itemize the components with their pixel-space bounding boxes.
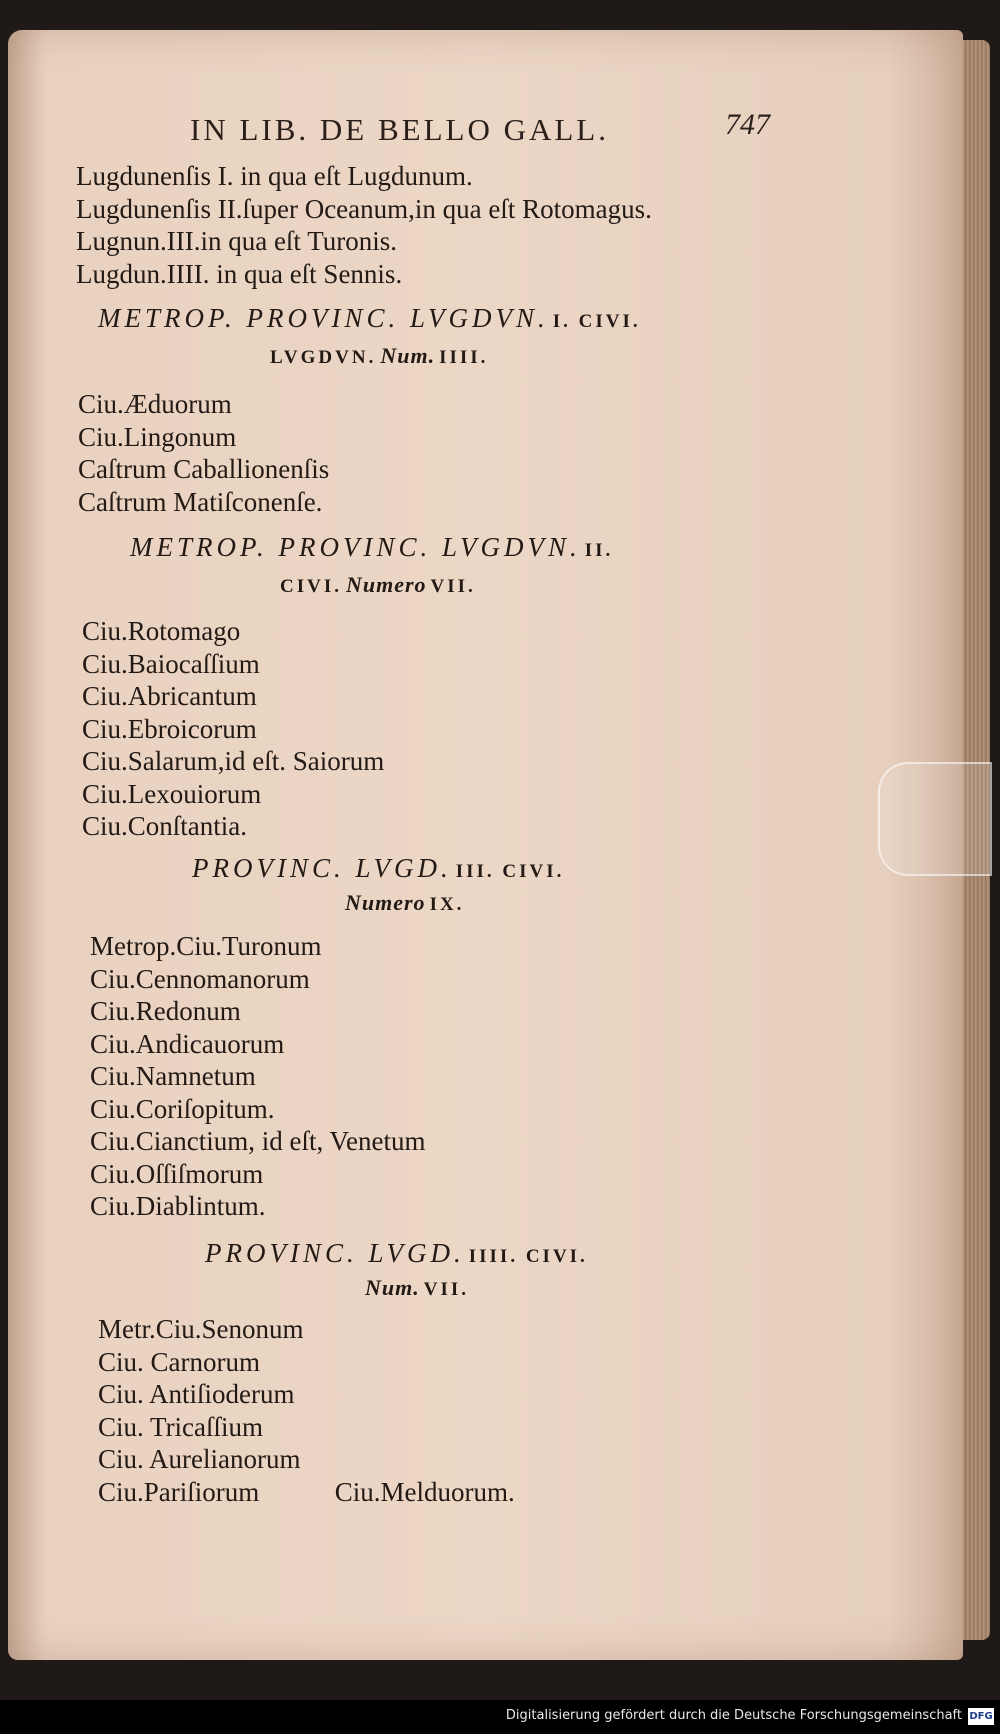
page-clip [878,762,992,876]
list-item: Ciu.Namnetum [90,1061,256,1091]
list-item: Ciu. Antiſioderum [98,1379,295,1409]
list-item: Ciu.Diablintum. [90,1191,266,1221]
footer-text: Digitalisierung gefördert durch die Deutsche Forschungsgemeinschaft [505,1708,962,1723]
intro-line: Lugdun.IIII. in qua eſt Sennis. [76,258,403,289]
section-heading [98,303,641,334]
list-item: Ciu.Cennomanorum [90,963,310,994]
intro-line: Lugdunenſis I. in qua eſt Lugdunum. [76,161,473,191]
list-item-text: Ciu.Pariſiorum [98,1476,260,1507]
heading-italic: METROP. PROVINC. LVGDVN. [98,303,549,333]
subheading-number: IIII. [439,347,489,368]
section-list [90,930,425,1223]
list-item: Ciu.Abricantum [82,681,257,711]
subheading-caps: CIVI. [280,576,342,597]
heading-caps: II. [584,540,614,561]
section-list [78,388,329,518]
list-item: Ciu.Rotomago [82,616,241,646]
list-item: Ciu.Oſſiſmorum [90,1158,264,1189]
section-subheading [365,1275,469,1301]
list-item: Metrop.Ciu.Turonum [90,931,322,961]
heading-italic: METROP. PROVINC. LVGDVN. [130,532,581,562]
list-item: Ciu. Aurelianorum [98,1444,301,1474]
section-heading [130,532,613,563]
section-list [98,1313,515,1508]
dfg-logo: DFG [968,1708,994,1725]
list-item: Ciu. Tricaſſium [98,1411,264,1442]
section-heading [192,853,564,884]
list-item: Ciu.Salarum,id eſt. Saiorum [82,746,385,776]
section-list [82,615,384,843]
subheading-caps: LVGDVN. [270,347,377,368]
heading-italic: PROVINC. LVGD. [192,853,452,883]
subheading-italic: Numero [345,890,426,915]
intro-line: Lugdunenſis II.ſuper Oceanum,in qua eſt Rotomagus. [76,193,652,224]
section-heading [205,1238,588,1269]
list-item: Ciu.Cianctium, id eſt, Venetum [90,1126,426,1156]
list-item: Ciu.Æduorum [78,389,232,419]
section-subheading [345,890,464,916]
list-item: Ciu.Baiocaſſium [82,648,260,679]
list-item: Ciu.Lexouiorum [82,778,262,809]
subheading-number: VII. [430,576,476,597]
list-item: Ciu.Coriſopitum. [90,1093,275,1124]
page-number: 747 [725,108,770,141]
heading-caps: III. CIVI. [455,861,565,882]
list-item: Ciu.Lingonum [78,421,237,452]
list-item: Metr.Ciu.Senonum [98,1314,304,1344]
list-item: Caſtrum Caballionenſis [78,454,330,484]
list-item: Ciu.Andicauorum [90,1028,285,1059]
list-item: Ciu.Ebroicorum [82,713,257,744]
subheading-number: VII. [423,1279,470,1300]
running-head: IN LIB. DE BELLO GALL. [190,112,609,147]
heading-italic: PROVINC. LVGD. [205,1238,465,1268]
digitization-footer [0,1700,1000,1734]
list-item [98,1476,515,1509]
list-item: Ciu.Redonum [90,996,241,1026]
subheading-italic: Numero [345,572,427,597]
intro-line: Lugnun.III.in qua eſt Turonis. [76,226,397,256]
heading-caps: I. CIVI. [552,311,641,332]
section-subheading [270,343,488,369]
list-item-extra: Ciu.Melduorum. [334,1476,515,1507]
section-subheading [280,572,476,598]
list-item: Ciu.Conſtantia. [82,811,247,841]
subheading-number: IX. [429,894,465,915]
subheading-italic: Num. [380,343,436,368]
list-item: Ciu. Carnorum [98,1346,260,1377]
subheading-italic: Num. [365,1275,420,1300]
intro-block [76,160,652,290]
heading-caps: IIII. CIVI. [468,1246,588,1267]
list-item: Caſtrum Matiſconenſe. [78,486,323,517]
